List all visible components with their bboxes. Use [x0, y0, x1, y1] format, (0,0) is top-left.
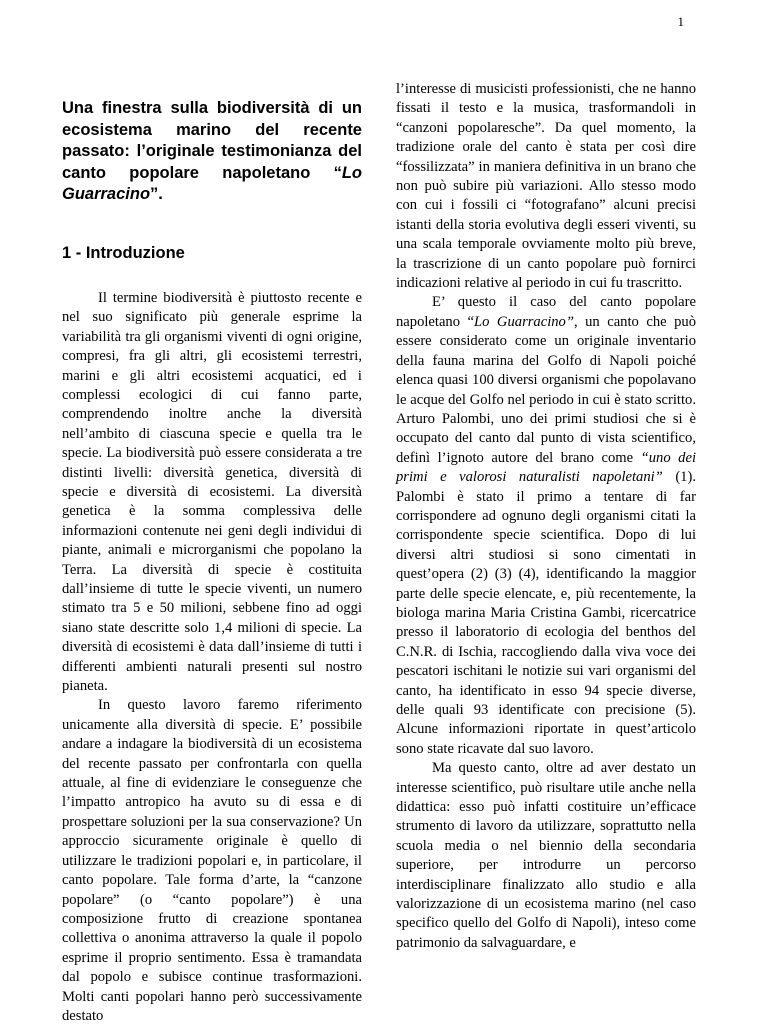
document-title [62, 98, 362, 206]
paragraph-biodiversity-definition: Il termine biodiversità è piuttosto recente e nel suo significato più generale esprime la variabilità tra gli organismi viventi di ogni origine, compresi, fra gli altri, gli ecosistemi terrestri, marini e gli altri ecosistemi acquatici, ed i complessi ecologici di cui fanno parte, comprendendo inoltre anche la diversità nell’ambito di ciascuna specie e quella tra le specie. La biodiversità può essere considerata a tre distinti livelli: diversità genetica, diversità di specie e diversità di ecosistemi. La diversità genetica è la somma complessiva delle informazioni contenute nei geni degli individui di piante, animali e microrganismi che popolano la Terra. La diversità di specie è costituita dall’insieme di tutte le specie viventi, un numero stimato tra 5 e 50 milioni, sebbene fino ad oggi siano state descritte solo 1,4 milioni di specie. La diversità di ecosistemi è data dall’insieme di tutti i differenti ambienti naturali presenti sul nostro pianeta. [62, 289, 362, 695]
quote-italic: “uno dei primi e valorosi naturalisti napoletani” [396, 449, 697, 486]
paragraph-species-diversity: In questo lavoro faremo riferimento unicamente alla diversità di specie. E’ possibile andare a indagare la biodiversità di un ecosistema del recente passato per confrontarla con quella attuale, al fine di evidenziare le conseguenze che l’impatto antropico ha avuto su di essa e di prospettare soluzioni per la sua conservazione? Un approccio sicuramente originale è quello di utilizzare le tradizioni popolari e, in particolare, il canto popolare. Tale forma d’arte, la “canzone popolare” (o “canto popolare”) è una composizione frutto di creazione spontanea collettiva o anonima attraverso la quale il popolo esprime il proprio sentimento. Essa è tramandata dal popolo e subisce continue trasformazioni. Molti canti popolari hanno però successivamente destato [62, 697, 362, 1024]
paragraph-text: , un canto che può essere considerato come un originale inventario della fauna marina del Golfo di Napoli poiché elenca quasi 100 diversi organismi che popolavano le acque del Golfo nel periodo in cui è stato scritto. Arturo Palombi, uno dei primi studiosi che si è occupato del canto dal punto di vista scientifico, definì l’ignoto autore del brano come [396, 313, 696, 466]
song-title-italic: Lo Guarracino” [474, 313, 574, 330]
section-heading: 1 - Introduzione [62, 243, 185, 262]
paragraph-text: (1). Palombi è stato il primo a tentare di far corrispondere ad ognuno degli organismi citati la corrispondente specie scientifica. Dopo di lui diversi altri studiosi si sono cimentati in quest’opera (2) (3) (4), identificando la maggior parte delle specie elencate, e, più recentemente, la biologa marina Maria Cristina Gambi, ricercatrice presso il laboratorio di ecologia del benthos del C.N.R. di Ischia, raccogliendo dalla viva voce dei pescatori ischitani le notizie sui vari organismi del canto, ha identificato in esso 94 specie diverse, delle quali 93 identificate con precisione (5). Alcune informazioni riportate in quest’articolo sono state ricavate dal suo lavoro. [396, 469, 696, 757]
left-column [62, 80, 362, 1026]
title-end: ”. [150, 185, 163, 203]
paragraph-guarracino [396, 293, 696, 759]
paragraph-continuation: l’interesse di musicisti professionisti, che ne hanno fissati il testo e la musica, trasformandoli in “canzoni popolaresche”. Da quel momento, la tradizione orale del canto è stata per così dire “fossilizzata” in maniera definitiva in un brano che non può subire più variazioni. Allo stesso modo con cui i fossili ci “fotografano” alcuni precisi istanti della storia evolutiva degli esseri viventi, su una scala temporale ovviamente molto più breve, la trascrizione di un canto popolare può fornirci indicazioni relative al periodo in cui fu trascritto. [396, 81, 696, 292]
page-number: 1 [677, 14, 684, 29]
paragraph-didactics: Ma questo canto, oltre ad aver destato un interesse scientifico, può risultare utile anche nella didattica: esso può infatti costituire un’efficace strumento di lavoro da utilizzare, soprattutto nella scuola media o nel biennio della secondaria superiore, per introdurre un percorso interdisciplinare finalizzato allo studio e alla valorizzazione di un ecosistema marino (nel caso specifico quello del Golfo di Napoli), inteso come patrimonio da salvaguardare, e [396, 760, 696, 951]
right-column [396, 80, 696, 953]
paragraph-text: E’ questo il caso del canto popolare napoletano “ [396, 294, 696, 330]
title-text: Una finestra sulla biodiversità di un ecosistema marino del recente passato: l’originale testimonianza del canto popolare napoletano “ [62, 99, 362, 182]
title-italic: Lo Guarracino [62, 163, 362, 203]
